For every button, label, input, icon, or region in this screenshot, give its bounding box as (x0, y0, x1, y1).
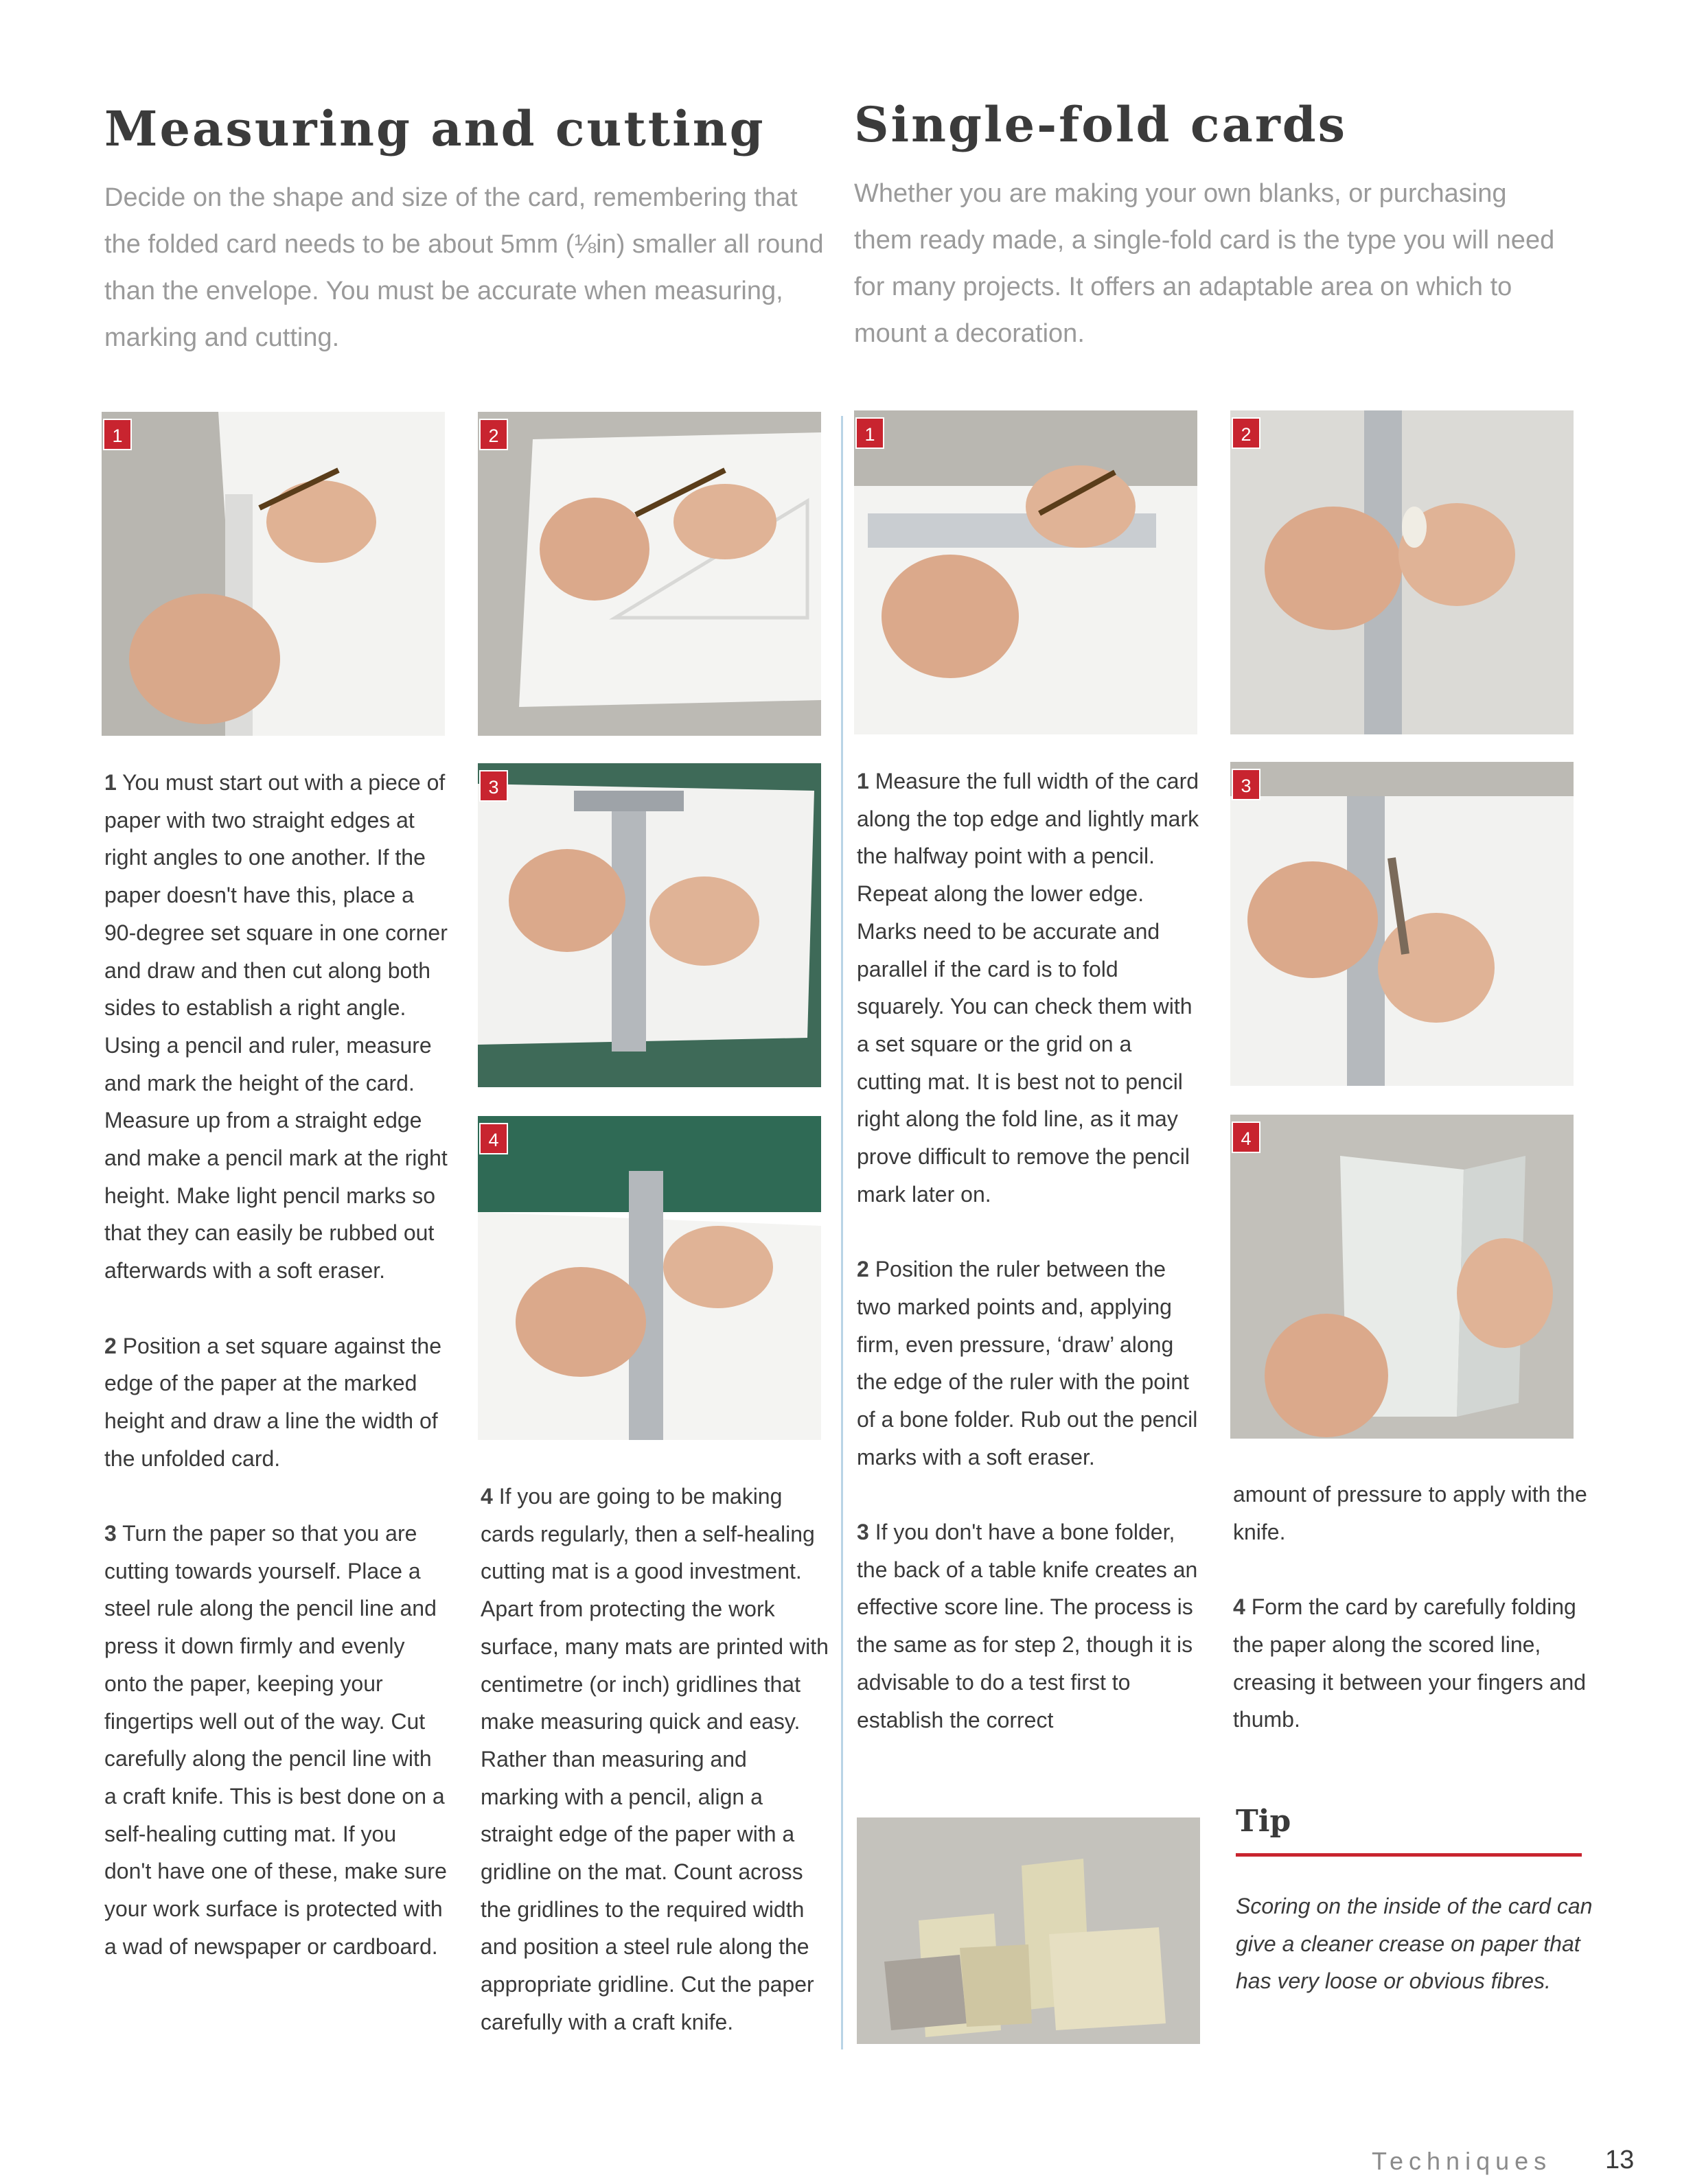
step-paragraph-2 (104, 1327, 448, 1478)
step-paragraph-3-continued (1233, 1476, 1590, 1550)
step-paragraph-3 (857, 1513, 1200, 1739)
step-text: Position the ruler between the two marked points and, applying firm, even pressure, ‘draw’ along the edge of the ruler with the point of a bone folder. Rub out the pencil marks with a soft eraser. (857, 1257, 1198, 1469)
photo-step-4-single-fold (1230, 1115, 1574, 1439)
intro-single-fold: Whether you are making your own blanks, or purchasing them ready made, a single-fold card is the type you will need for many projects. It offers an adaptable area on which to mount a decoration. (854, 179, 1555, 348)
step-number: 4 (481, 1484, 493, 1509)
intro-measuring: Decide on the shape and size of the card, remembering that the folded card needs to be about 5mm (⅛in) smaller all round than the envelope. You must be accurate when measuring, marking and cutting. (104, 183, 824, 352)
column-divider (841, 416, 843, 2049)
photo-6-illustration (1230, 410, 1574, 734)
step-badge: 3 (1232, 769, 1260, 800)
column-2-text (481, 1478, 831, 2041)
tip-rule (1236, 1853, 1582, 1857)
step-badge: 4 (479, 1123, 508, 1154)
step-paragraph-1 (857, 763, 1200, 1213)
tip-text: Scoring on the inside of the card can give a cleaner crease on paper that has very loose or obvious fibres. (1236, 1894, 1593, 1994)
step-text: If you don't have a bone folder, the back of a table knife creates an effective score line. The process is the same as for step 2, though it is advisable to do a test first to establish the correct (857, 1520, 1198, 1732)
step-number: 2 (104, 1333, 117, 1358)
step-number: 1 (104, 770, 117, 795)
step-paragraph-2 (857, 1251, 1200, 1476)
step-paragraph-4 (1233, 1588, 1590, 1739)
step-text: Position a set square against the edge of the paper at the marked height and draw a line the width of the unfolded card. (104, 1333, 441, 1471)
photo-1-illustration (102, 412, 445, 736)
section-title-single-fold: Single-fold cards (854, 96, 1348, 153)
step-badge: 3 (479, 770, 508, 802)
photo-step-4-measuring (478, 1116, 821, 1440)
step-number: 1 (857, 769, 869, 793)
step-text: Form the card by carefully folding the paper along the scored line, creasing it between your fingers and thumb. (1233, 1594, 1587, 1732)
step-text: Turn the paper so that you are cutting towards yourself. Place a steel rule along the pencil line and press it down firmly and evenly onto the paper, keeping your fingertips well out of the way. Cut carefully along the pencil line with a craft knife. This is best done on a self-healing cutting mat. If you don't have one of these, make sure your work surface is protected with a wad of newspaper or cardboard. (104, 1521, 447, 1959)
step-badge: 2 (479, 419, 508, 450)
photo-3-illustration (478, 763, 821, 1087)
step-text: Measure the full width of the card along the top edge and lightly mark the halfway point with a pencil. Repeat along the lower edge. Marks need to be accurate and parallel if the card is to fold squarely. You can check them with a set square or the grid on a cutting mat. It is best not to pencil right along the fold line, as it may prove difficult to remove the pencil mark later on. (857, 769, 1199, 1207)
finished-cards-illustration (857, 1817, 1200, 2044)
step-paragraph-1 (104, 764, 448, 1290)
photo-5-illustration (854, 410, 1197, 734)
photo-7-illustration (1230, 762, 1574, 1086)
step-number: 4 (1233, 1594, 1245, 1620)
page-number: 13 (1605, 2146, 1635, 2174)
photo-step-2-measuring (478, 412, 821, 736)
photo-step-2-single-fold (1230, 410, 1574, 734)
step-number: 3 (857, 1520, 869, 1545)
step-badge: 4 (1232, 1122, 1260, 1153)
step-badge: 1 (103, 419, 132, 450)
step-text: amount of pressure to apply with the knife. (1233, 1482, 1587, 1544)
step-number: 3 (104, 1521, 117, 1546)
photo-finished-cards (857, 1817, 1200, 2044)
step-text: If you are going to be making cards regularly, then a self-healing cutting mat is a good investment. Apart from protecting the work surface, many mats are printed with centimetre (or inch) gridlines that make measuring quick and easy. Rather than measuring and marking with a pencil, align a straight edge of the paper with a gridline on the mat. Count across the gridlines to the required width and position a steel rule along the appropriate gridline. Cut the paper carefully with a craft knife. (481, 1484, 829, 2034)
column-1-text (104, 764, 448, 1965)
column-3-text (857, 763, 1200, 1739)
step-badge: 1 (855, 417, 884, 449)
section-title-measuring: Measuring and cutting (104, 100, 765, 157)
footer-section-name: Techniques (1372, 2147, 1552, 2175)
column-4-text (1233, 1476, 1590, 1739)
photo-step-1-measuring (102, 412, 445, 736)
photo-step-1-single-fold (854, 410, 1197, 734)
photo-2-illustration (478, 412, 821, 736)
photo-8-illustration (1230, 1115, 1574, 1439)
photo-4-illustration (478, 1116, 821, 1440)
step-text: You must start out with a piece of paper with two straight edges at right angles to one another. If the paper doesn't have this, place a 90-degree set square in one corner and draw and then cut along both sides to establish a right angle. Using a pencil and ruler, measure and mark the height of the card. Measure up from a straight edge and make a pencil mark at the right height. Make light pencil marks so that they can easily be rubbed out afterwards with a soft eraser. (104, 770, 448, 1283)
tip-title: Tip (1236, 1804, 1291, 1839)
photo-step-3-single-fold (1230, 762, 1574, 1086)
step-number: 2 (857, 1257, 869, 1282)
step-badge: 2 (1232, 417, 1260, 449)
step-paragraph-4 (481, 1478, 831, 2041)
step-paragraph-3 (104, 1515, 448, 1965)
photo-step-3-measuring (478, 763, 821, 1087)
